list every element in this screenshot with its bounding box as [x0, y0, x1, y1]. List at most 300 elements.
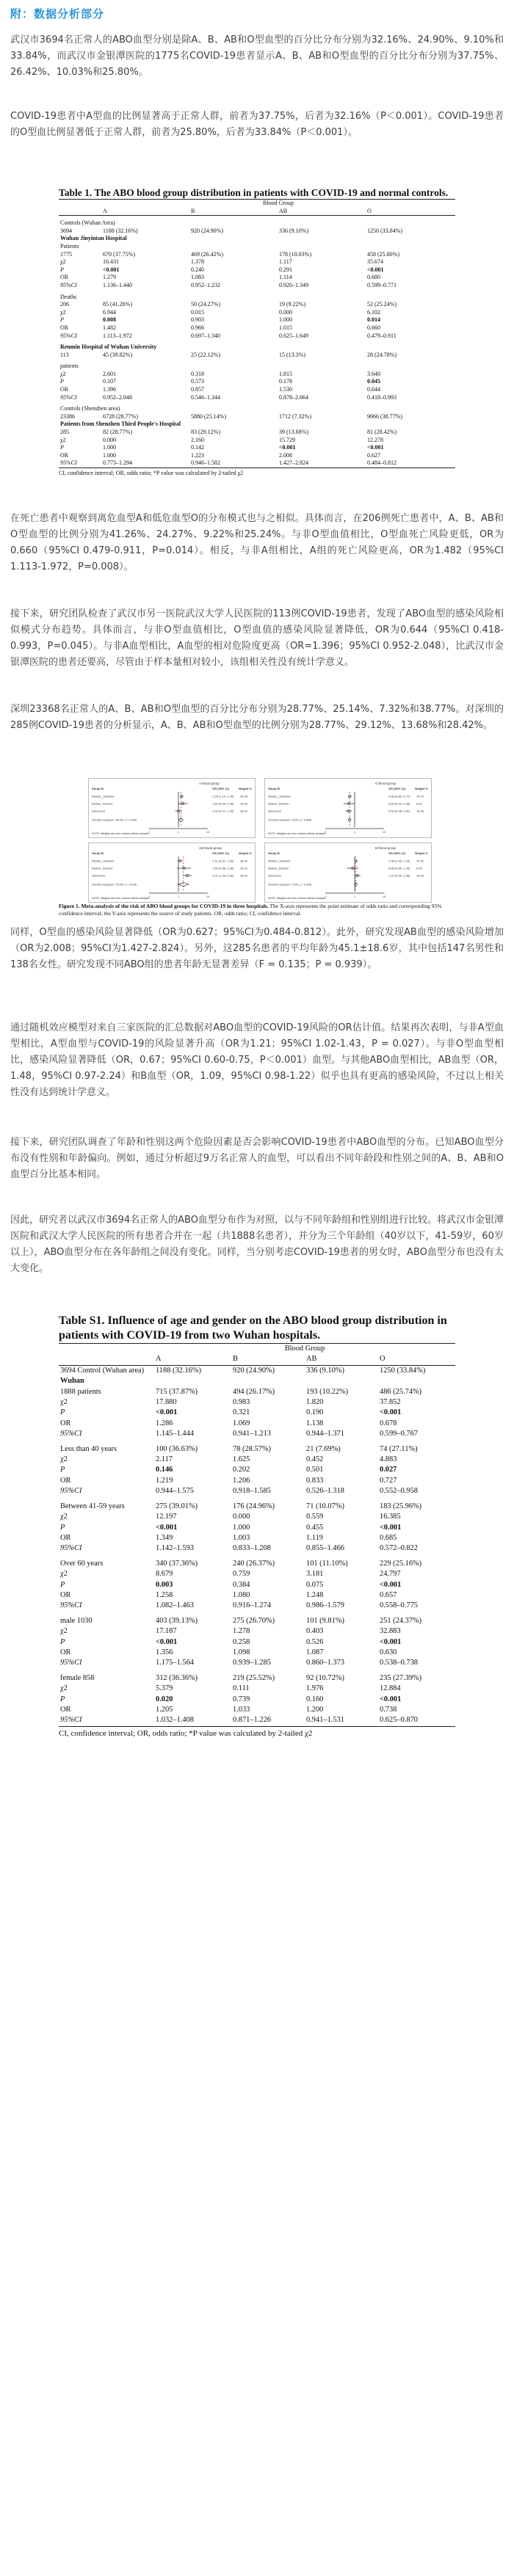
table2-cell: 0.559	[306, 1513, 324, 1521]
forest-or-header: OR (95% CI)	[212, 787, 229, 790]
table1-cell: 1.396	[103, 386, 116, 393]
table1-cell: 0.418–0.993	[367, 393, 397, 401]
table1-row	[59, 378, 455, 386]
table1-row	[59, 394, 455, 402]
table2-cell: 12.197	[156, 1513, 177, 1521]
table1-cell: 28 (24.78%)	[367, 351, 397, 358]
table2-cell: 275 (39.01%)	[156, 1502, 198, 1510]
table2-cell: 0.202	[233, 1466, 250, 1474]
table1-row	[59, 251, 455, 259]
table1-row-label: 23386	[60, 412, 75, 420]
table2-cell: 0.027	[380, 1466, 397, 1474]
table1-cell: 0.625–1.649	[279, 332, 308, 339]
table2-cell: 1.206	[233, 1476, 250, 1485]
table2-cell: 0.916–1.274	[233, 1601, 271, 1610]
table2-cell: 0.146	[156, 1466, 173, 1474]
table2-row-label: P	[60, 1637, 65, 1646]
table2-cell: 0.190	[306, 1408, 324, 1417]
table2-row-label: 1888 patients	[60, 1387, 101, 1396]
table2-cell: 8.679	[156, 1570, 173, 1579]
table2-cell: 1.138	[306, 1419, 324, 1427]
table1-cell: 3.640	[367, 370, 380, 377]
table2-cell: 1.069	[233, 1419, 250, 1427]
table1-cell: 0.920–1.349	[279, 281, 308, 288]
table2-cell: 0.983	[233, 1398, 250, 1407]
table-s1	[59, 1314, 455, 1739]
table1-row-label: χ2	[60, 436, 66, 443]
table2-row	[59, 1705, 455, 1715]
table2-cell: 336 (9.10%)	[306, 1366, 344, 1375]
table1-cell: 25 (22.12%)	[191, 351, 220, 358]
table2-row-label: P	[60, 1466, 65, 1474]
table1-cell: 6.944	[103, 308, 116, 316]
page-heading: 附：数据分析部分	[10, 7, 105, 21]
paragraph-1: 武汉市3694名正常人的ABO血型分别是除A、B、AB和O型血型的百分比分布分别为32.16%、24.90%、9.10%和33.84%，而武汉市金银潭医院的1775名COVID-19患者显示A、B、AB和O型血型的百分比分布分别为37.75%、26.42%、10.03%和25.80%。	[10, 34, 504, 78]
table1-cell: 0.903	[191, 316, 204, 324]
table2-row-label: 95%CI	[60, 1601, 82, 1610]
forest-note: NOTE: Weights are from random effects analysis	[268, 832, 325, 835]
table2-row-label: 3694 Control (Wuhan area)	[60, 1366, 145, 1375]
table1-row	[59, 282, 455, 290]
table2-cell: 0.918–1.585	[233, 1487, 271, 1496]
table2-row-label: OR	[60, 1533, 71, 1542]
table2-cell: 1.175–1.564	[156, 1659, 194, 1667]
table2-cell: 251 (24.37%)	[380, 1616, 422, 1625]
table2-row	[59, 1476, 455, 1486]
forest-plot-title: B blood group	[375, 846, 397, 850]
table1-row-label: 113	[60, 351, 69, 358]
table2-cell: 1.080	[233, 1590, 250, 1599]
table1-cell: 0.178	[279, 378, 292, 385]
table1-row-label: χ2	[60, 308, 66, 316]
table1-cell: 920 (24.90%)	[191, 227, 223, 234]
table2-row	[59, 1637, 455, 1648]
table1-cell: 1.482	[103, 324, 116, 331]
table1-row	[59, 316, 455, 324]
forest-point	[186, 874, 189, 877]
table1-row	[59, 413, 455, 421]
table1-cell: 469 (26.42%)	[191, 250, 223, 258]
table2-cell: 1.349	[156, 1533, 173, 1542]
forest-note: NOTE: Weights are from random effects analysis	[92, 897, 149, 900]
table1-cell: 0.008	[103, 316, 116, 324]
table2-row	[59, 1376, 455, 1386]
table2-cell: 235 (27.39%)	[380, 1673, 422, 1682]
table2-row-label: P	[60, 1523, 65, 1532]
table2-cell: <0.001	[380, 1523, 402, 1532]
table2-row-label: male 1030	[60, 1616, 93, 1625]
table2-row-label: Wuhan	[60, 1377, 84, 1386]
forest-point	[181, 802, 184, 805]
table2-row	[59, 1486, 455, 1496]
table1-cell: 0.291	[279, 266, 292, 273]
table2-cell: 0.552–0.958	[380, 1487, 418, 1496]
table2-cell: 78 (28.57%)	[233, 1444, 271, 1453]
paragraph-2: COVID-19患者中A型血的比例显著高于正常人群，前者为37.75%，后者为32.16%（P＜0.001）。COVID-19患者的O型血比例显著低于正常人群，前者为25.80%，后者为33.84%（P＜0.001）。	[10, 111, 504, 138]
table2-row	[59, 1569, 455, 1579]
table2-cell: 1.098	[233, 1648, 250, 1656]
forest-or-value: 1.40 (0.95, 2.05)	[212, 801, 234, 806]
table2-cell: 0.003	[156, 1580, 173, 1589]
paragraph-4: 接下来，研究团队检查了武汉市另一医院武汉大学人民医院的113例COVID-19患者，发现了ABO血型的感染风险相似模式分布趋势。具体而言，与非O型血值相比，O型血值的感染风险显著降低，OR为0.644（95%CI 0.418-0.993，P=0.045）。与非A血型相比，A血型的相对危险度更高（OR=1.396；95%CI 0.952-2.048），比武汉市金银潭医院的患者还要高，尽管由于样本量相对较小，该组相关性没有统计学意义。	[10, 608, 504, 668]
table1-cell: 1.427–2.824	[278, 459, 366, 467]
table1-row-label: χ2	[60, 258, 66, 266]
table2-cell: 17.880	[156, 1398, 177, 1407]
table2-col-header: O	[378, 1354, 455, 1365]
table2-row	[59, 1601, 455, 1611]
table2-cell: 1.205	[156, 1706, 173, 1714]
table1-row-label: 206	[60, 301, 69, 308]
forest-point	[347, 802, 350, 805]
table2-row	[59, 1465, 455, 1475]
table1-cell: 15 (13.3%)	[279, 351, 305, 358]
table2-row-label: χ2	[60, 1570, 68, 1579]
forest-study-header: Study ID	[92, 851, 104, 855]
table1-cell: 1.136–1.440	[103, 281, 132, 288]
table1-cell: 1.378	[191, 258, 204, 266]
table1-row	[59, 332, 455, 341]
table2-cell: 1.278	[233, 1627, 250, 1636]
table2-cell: 1.248	[306, 1590, 324, 1599]
table1-cell: 0.680	[367, 274, 380, 281]
table1-cell: 52 (25.24%)	[367, 301, 397, 308]
forest-study-label: Shenzhen	[92, 809, 106, 813]
table1-cell: 12.278	[367, 436, 383, 443]
forest-study-label: Wuhan_Renmin	[92, 801, 113, 806]
table1-cell: 0.644	[367, 386, 380, 393]
table-s1-note: CI, confidence interval; OR, odds ratio; *P value was calculated by 2-tailed χ2	[59, 1728, 313, 1738]
forest-study-label: Wuhan_Jinyintan	[92, 859, 115, 863]
table1-cell: 1.279	[103, 274, 116, 281]
forest-or-value: 0.68 (0.60, 0.77)	[388, 794, 410, 798]
forest-point	[180, 795, 183, 798]
forest-axis-tick: 10	[206, 895, 209, 898]
table1-cell: 0.573	[191, 378, 204, 385]
forest-plot-svg	[89, 779, 256, 839]
table1-row-label: χ2	[60, 370, 66, 377]
table2-cell: 71 (10.07%)	[306, 1502, 344, 1510]
table2-cell: 1.033	[233, 1706, 250, 1714]
table2-row-label: χ2	[60, 1627, 68, 1636]
forest-axis-tick: 10	[383, 831, 386, 834]
table1-cell: 6728 (28.77%)	[103, 412, 138, 420]
table1-col-blank	[59, 208, 101, 216]
table2-cell: 4.883	[380, 1455, 397, 1464]
table1-cell: 0.142	[191, 444, 204, 451]
forest-note: NOTE: Weights are from random effects analysis	[268, 897, 325, 900]
table1-cell: 0.952–1.232	[191, 281, 220, 288]
table2-row-label: 95%CI	[60, 1544, 82, 1553]
table2-cell: 340 (37.36%)	[156, 1559, 198, 1568]
forest-axis-tick: 1	[178, 895, 179, 898]
table2-row-label: P	[60, 1408, 65, 1417]
table2-cell: 715 (37.87%)	[156, 1387, 198, 1396]
table1-row-label: 95%CI	[60, 393, 77, 401]
table1-cell: 458 (25.80%)	[367, 250, 399, 258]
paragraph-7: 通过随机效应模型对来自三家医院的汇总数据对ABO血型的COVID-19风险的OR估计值。结果再次表明，与非A型血型相比，A型血型与COVID-19的风险显著升高（OR为1.21；95%CI 1.02-1.43，P = 0.027）。与非O型血型相比，感染风险显著降低（OR，0.67；95%CI 0.60-0.75，P＜0.001）血型。与其他ABO血型相比，AB血型（OR，1.48，95%CI 0.97-2.24）和B血型（OR，1.09，95%CI 0.98-1.22）似乎也具有更高的感染风险，不过以上相关性没有达到统计学意义。	[10, 1022, 504, 1098]
table1-row-label: Wuhan Jinyintan Hospital	[60, 235, 127, 242]
table2-row-label: Over 60 years	[60, 1559, 104, 1568]
table1-cell: 0.660	[367, 324, 380, 331]
forest-study-label: Wuhan_Renmin	[268, 801, 289, 806]
forest-study-label: Wuhan_Renmin	[92, 866, 113, 870]
table1-row-label: 285	[60, 429, 69, 436]
table2-cell: 1.258	[156, 1590, 173, 1599]
table2-cell: 0.833–1.208	[233, 1544, 271, 1553]
table2-cell: 0.020	[156, 1695, 173, 1703]
table2-cell: 0.526	[306, 1637, 324, 1646]
table1-row	[59, 421, 455, 429]
table2-cell: 0.941–1.213	[233, 1430, 271, 1438]
table1-cell: 1.114	[279, 274, 292, 281]
forest-or-value: 1.11 (0.92, 1.35)	[212, 859, 234, 863]
forest-point	[354, 859, 357, 862]
table2-cell: 37.852	[380, 1398, 401, 1407]
table1-cell: 336 (9.10%)	[279, 227, 308, 234]
forest-plot-panel	[88, 843, 256, 903]
table2-cell: 0.678	[380, 1419, 397, 1427]
forest-study-label: Shenzhen	[268, 873, 282, 878]
table1-cell: 1.015	[279, 324, 292, 331]
table1-cell: 16.431	[103, 258, 119, 266]
table1-row-label: Patients from Shenzhen Third People's Hospital	[60, 421, 181, 428]
table2-cell: 0.944–1.371	[306, 1430, 344, 1438]
table1-row-label: Deaths	[60, 293, 77, 300]
table2-cell: 275 (26.70%)	[233, 1616, 275, 1625]
table1-row-label: 95%CI	[60, 281, 77, 288]
table2-row-label: OR	[60, 1476, 71, 1485]
table1-row-label: OR	[60, 451, 69, 459]
forest-axis-tick: 10	[383, 895, 386, 898]
table-1-title: Table 1. The ABO blood group distribution in patients with COVID-19 and normal controls.	[59, 187, 449, 198]
table1-cell: 0.878–2.664	[279, 393, 308, 401]
table1-cell: 45 (39.82%)	[103, 351, 132, 358]
table1-row	[59, 386, 455, 394]
forest-weight-value: 39.42	[240, 809, 248, 813]
forest-or-value: 1.28 (1.14, 1.44)	[212, 794, 234, 798]
table2-cell: 1.032–1.408	[154, 1715, 231, 1726]
table2-cell: 0.258	[233, 1637, 250, 1646]
table2-cell: 2.117	[156, 1455, 173, 1464]
table2-cell: 0.727	[380, 1476, 397, 1485]
table1-row-label: Renmin Hospital of Wuhan University	[60, 343, 157, 351]
forest-weight-value: 15.09	[240, 801, 248, 806]
table2-cell: 312 (36.36%)	[156, 1673, 198, 1682]
table2-cell: 0.630	[380, 1648, 397, 1656]
table2-row	[59, 1626, 455, 1637]
forest-weight-value: 74.73	[416, 794, 424, 798]
table1-cell: 85 (41.26%)	[103, 301, 132, 308]
forest-plot-panel	[264, 778, 432, 838]
table2-cell: 1.142–1.593	[156, 1544, 194, 1553]
table2-cell: 0.986–1.579	[306, 1601, 344, 1610]
table1-cell: 1.000	[103, 444, 116, 451]
forest-axis-tick: .1	[324, 831, 327, 834]
table2-cell: 183 (25.96%)	[380, 1502, 422, 1510]
table1-cell: <0.001	[279, 444, 296, 451]
table2-row	[59, 1387, 455, 1397]
table-1-note: CI, confidence interval; OR, odds ratio; *P value was calculated by 2-tailed χ2	[59, 470, 244, 476]
table2-cell: 1.003	[233, 1533, 250, 1542]
table2-cell: <0.001	[156, 1523, 178, 1532]
table1-cell: 1712 (7.32%)	[279, 412, 311, 420]
table2-row	[59, 1648, 455, 1658]
table2-cell: 101 (9.81%)	[306, 1616, 344, 1625]
table1-cell: 0.946–1.582	[189, 459, 278, 467]
table1-row-label: 3694	[60, 227, 72, 234]
table1-cell: 0.015	[191, 308, 204, 316]
table2-row	[59, 1523, 455, 1533]
table2-cell: 0.403	[306, 1627, 324, 1636]
forest-study-label: Wuhan_Jinyintan	[92, 794, 115, 798]
table1-cell: 0.627	[367, 451, 380, 459]
paragraph-6: 同样，O型血的感染风险显著降低（OR为0.627；95%CI为0.484-0.812）。此外，研究发现AB血型的感染风险增加（OR为2.008；95%CI为1.427-2.824）。另外，这285名患者的平均年龄为45.1±18.6岁，其中包括147名男性和138名女性。研究发现不同ABO组的患者年龄无显著差异（F = 0.135；P = 0.939）。	[10, 927, 504, 970]
table1-cell: <0.001	[103, 266, 120, 273]
forest-study-label: Wuhan_Jinyintan	[268, 794, 291, 798]
table2-row-label: χ2	[60, 1684, 68, 1693]
table1-row	[59, 235, 455, 243]
forest-axis-tick: .1	[148, 895, 151, 898]
table1-cell: 0.484–0.812	[366, 459, 455, 467]
table1-cell: 1250 (33.84%)	[367, 227, 402, 234]
table1-col-header: AB	[278, 208, 366, 216]
table2-row	[59, 1440, 455, 1455]
table1-cell: 0.045	[367, 378, 380, 385]
table2-row-label: χ2	[60, 1455, 68, 1464]
table2-cell: 0.384	[233, 1580, 250, 1589]
table1-row	[59, 444, 455, 452]
forest-plot-panel	[264, 843, 432, 903]
forest-plot-panel	[88, 778, 256, 838]
table2-cell: 92 (10.72%)	[306, 1673, 344, 1682]
table1-cell: 1.000	[279, 316, 292, 324]
forest-study-header: Study ID	[92, 787, 104, 790]
table2-cell: 74 (27.11%)	[380, 1444, 418, 1453]
table2-cell: 0.572–0.822	[380, 1544, 418, 1553]
forest-point	[351, 867, 354, 870]
table2-cell: 0.939–1.285	[233, 1659, 271, 1667]
table2-row	[59, 1408, 455, 1418]
table2-col-header: AB	[305, 1354, 378, 1365]
forest-or-value: 1.22 (0.95, 1.58)	[388, 873, 410, 878]
table2-cell: 1.820	[306, 1398, 324, 1407]
table1-cell: 1.000	[103, 451, 116, 459]
table2-cell: 0.321	[233, 1408, 250, 1417]
table2-cell: 24.797	[380, 1570, 401, 1579]
forest-or-header: OR (95% CI)	[388, 851, 405, 855]
table1-cell: 0.014	[367, 316, 380, 324]
table1-cell: 15.729	[279, 436, 295, 443]
table1-row-label: P	[60, 316, 64, 324]
table2-row-label: 95%CI	[60, 1430, 82, 1438]
table-1	[59, 186, 455, 477]
forest-study-label: Shenzhen	[92, 873, 106, 878]
table2-row	[59, 1684, 455, 1694]
table2-cell: 1188 (32.16%)	[156, 1366, 201, 1375]
table2-row-label: OR	[60, 1590, 71, 1599]
forest-or-value: 1.08 (0.95, 1.23)	[388, 859, 410, 863]
table1-cell: 1.815	[279, 370, 292, 377]
table1-row-label: Patients	[60, 242, 79, 250]
table2-cell: 1.356	[156, 1648, 173, 1656]
forest-overall-label: Overall (I-squared = 68.9%, p = 0.040)	[92, 818, 137, 822]
table2-cell: <0.001	[156, 1637, 178, 1646]
table2-cell: 1.200	[306, 1706, 324, 1714]
table1-cell: 19 (9.22%)	[279, 301, 305, 308]
table1-row	[59, 459, 455, 467]
table2-row-label: Less than 40 years	[60, 1444, 117, 1453]
table1-row-label: Controls (Shenzhen area)	[60, 405, 120, 412]
forest-axis-tick: 1	[354, 831, 355, 834]
table1-row-label: 95%CI	[59, 459, 101, 467]
table1-cell: 178 (10.03%)	[279, 250, 311, 258]
table2-cell: <0.001	[380, 1695, 402, 1703]
table2-cell: 1.000	[233, 1523, 250, 1532]
table2-cell: 100 (36.63%)	[156, 1444, 198, 1453]
table2-col-header: B	[231, 1354, 305, 1365]
table-1-body	[59, 199, 455, 468]
table1-row	[59, 228, 455, 236]
forest-study-label: Wuhan_Renmin	[268, 866, 289, 870]
table1-cell: 6.102	[367, 308, 380, 316]
forest-or-header: OR (95% CI)	[212, 851, 229, 855]
table1-row	[59, 266, 455, 274]
forest-point	[347, 809, 350, 812]
table2-cell: 0.526–1.318	[306, 1487, 344, 1496]
table2-cell: 0.759	[233, 1570, 250, 1579]
table1-cell: 35.674	[367, 258, 383, 266]
forest-axis-tick: 1	[178, 831, 179, 834]
forest-point	[178, 859, 181, 862]
forest-or-value: 0.86 (0.55, 1.34)	[388, 866, 410, 870]
table2-row-label: OR	[60, 1706, 71, 1714]
figure-1-caption	[59, 903, 455, 917]
table2-cell: 5.379	[156, 1684, 173, 1693]
forest-weight-value: 38.90	[240, 859, 248, 863]
table2-cell: 1.145–1.444	[156, 1430, 194, 1438]
table2-cell: 21 (7.69%)	[306, 1444, 341, 1453]
table2-row	[59, 1590, 455, 1601]
table2-cell: 0.657	[380, 1590, 397, 1599]
table1-group-header: Blood Group	[101, 200, 455, 208]
table2-cell: 0.738	[380, 1706, 397, 1714]
table2-row	[59, 1658, 455, 1668]
forest-weight-value: 74.92	[416, 859, 424, 863]
paragraph-9: 因此，研究者以武汉市3694名正常人的ABO血型分布作为对照，以与不同年龄组和性别组进行比较。将武汉市金银潭医院和武汉大学人民医院的所有患者合并在一起（共1888名患者），并分为三个年龄组（40岁以下，41-59岁，60岁以上），ABO血型分布在各年龄组之间没有变化。同样，当分别考虑COVID-19患者的男女时，ABO血型分布也没有太大变化。	[10, 1215, 504, 1274]
table1-row	[59, 274, 455, 282]
forest-or-value: 1.00 (0.77, 1.29)	[212, 809, 234, 813]
table2-row-label: P	[60, 1580, 65, 1589]
table1-row	[59, 258, 455, 266]
forest-study-label: Wuhan_Jinyintan	[268, 859, 291, 863]
table2-row-label: OR	[60, 1419, 71, 1427]
table2-row	[59, 1397, 455, 1408]
figure-1-caption-text: The X-axis represents the point estimate of odds ratio and corresponding 95% confidence interval; the Y-axis represents the source of study patients. OR, odds ratio; CI, confidence interval.	[59, 903, 442, 917]
table2-cell: 0.941–1.531	[305, 1715, 378, 1726]
table2-cell: 229 (25.16%)	[380, 1559, 422, 1568]
table2-row-label: 95%CI	[60, 1487, 82, 1496]
table1-cell: 0.966	[191, 324, 204, 331]
table1-cell: 50 (24.27%)	[191, 301, 220, 308]
table1-cell: 0.000	[279, 308, 292, 316]
table1-cell: 1.530	[279, 386, 292, 393]
table-s1-title: Table S1. Influence of age and gender on the ABO blood group distribution in patients with COVID-19 from two Wuhan hospitals.	[59, 1314, 447, 1342]
table2-cell: 0.833	[306, 1476, 324, 1485]
table2-col-blank	[59, 1354, 154, 1365]
table1-cell: 82 (28.77%)	[103, 429, 132, 436]
table2-cell: 0.452	[306, 1455, 324, 1464]
table1-row	[59, 324, 455, 332]
